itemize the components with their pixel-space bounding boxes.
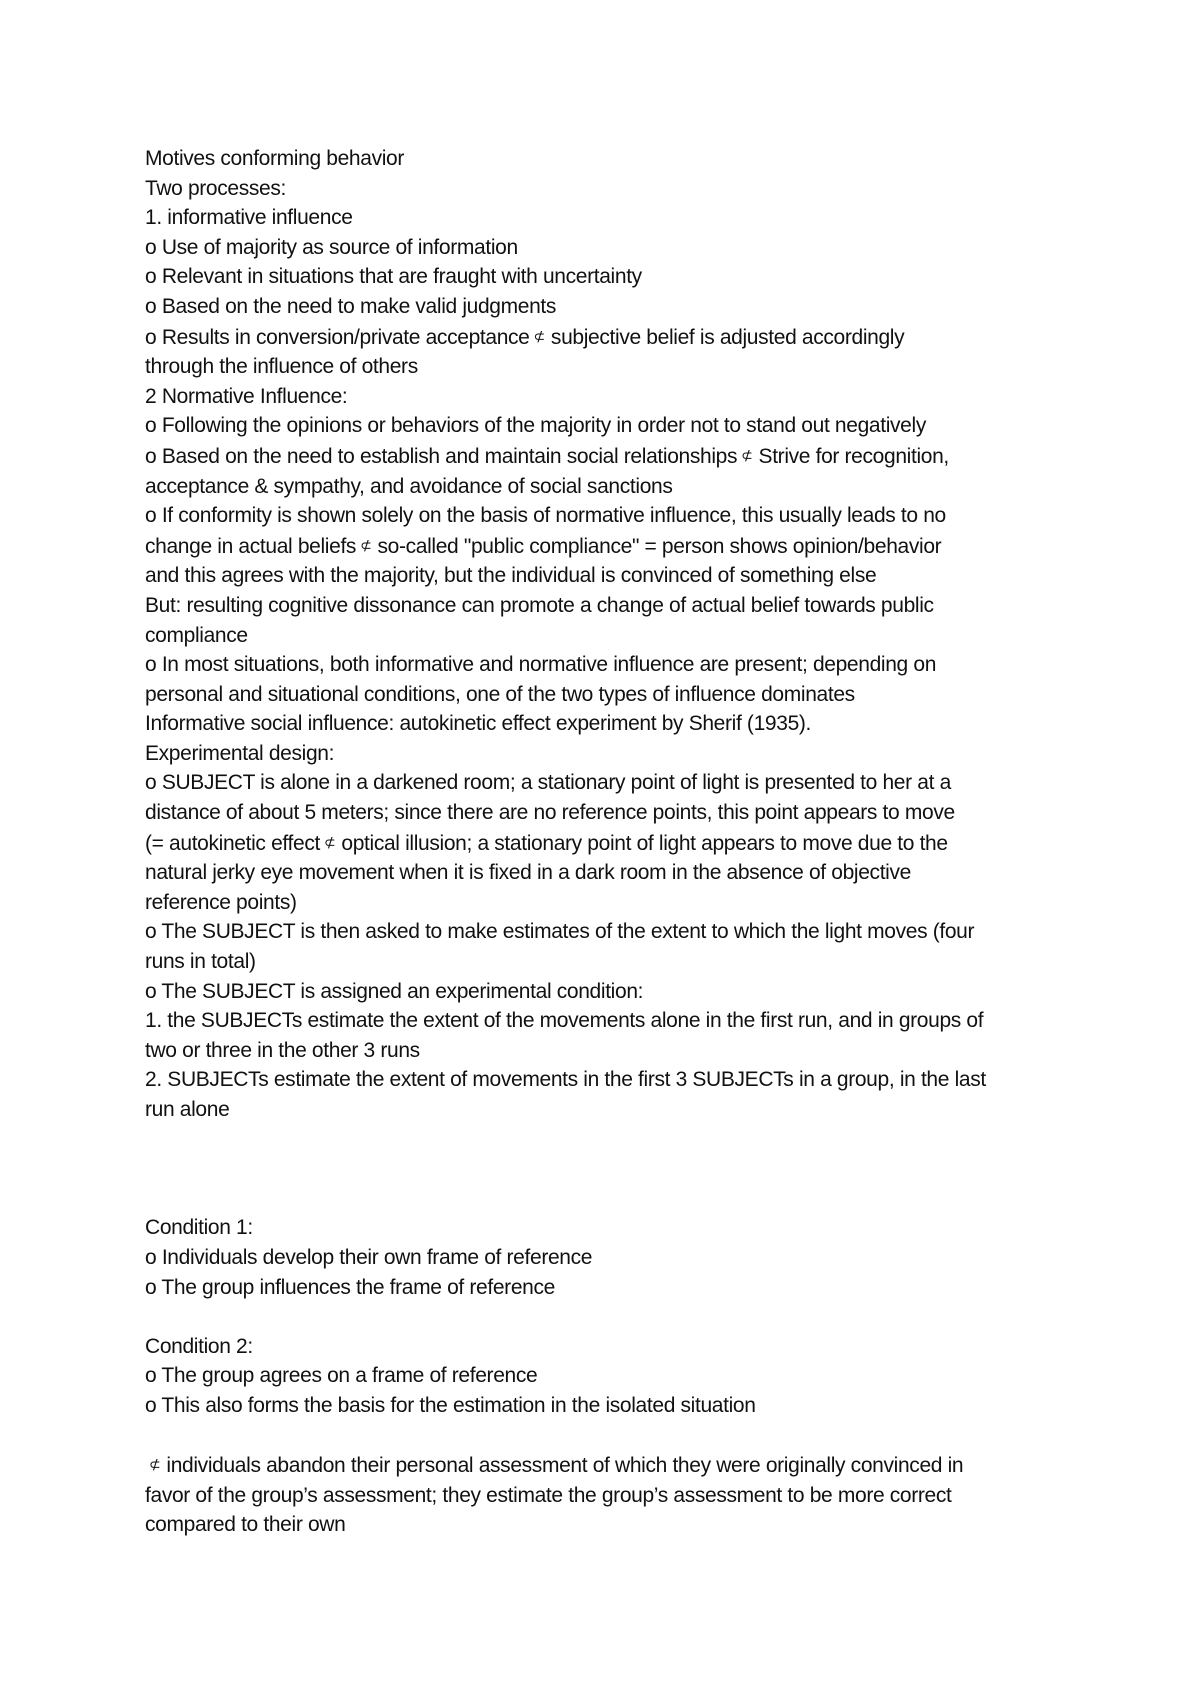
arrow-icon: ⊄ — [323, 833, 336, 850]
text-line: o Following the opinions or behaviors of the majority in order not to stand out negatively — [145, 414, 926, 438]
arrow-icon: ⊄ — [149, 1456, 161, 1473]
text-segment: individuals abandon their personal assessment of which they were originally convinced in — [166, 1454, 964, 1478]
text-segment: optical illusion; a stationary point of light appears to move due to the — [341, 831, 948, 855]
text-line: personal and situational conditions, one of the two types of influence dominates — [145, 682, 855, 706]
text-line: o Relevant in situations that are fraught with uncertainty — [145, 265, 642, 289]
text-line: reference points) — [145, 890, 297, 914]
text-segment: o Based on the need to establish and maintain social relationships — [145, 444, 738, 468]
text-line: o Based on the need to make valid judgments — [145, 294, 557, 318]
condition-heading: Condition 2: — [145, 1334, 253, 1358]
text-line: o The group influences the frame of reference — [145, 1275, 555, 1299]
text-line: acceptance & sympathy, and avoidance of social sanctions — [145, 474, 673, 498]
text-line: o The SUBJECT is assigned an experimental condition: — [145, 979, 644, 1003]
doc-title: Motives conforming behavior — [145, 147, 405, 170]
spacer — [145, 1421, 1085, 1451]
text-line: natural jerky eye movement when it is fixed in a dark room in the absence of objective — [145, 861, 911, 885]
text-line — [145, 441, 1085, 472]
text-segment: Strive for recognition, — [758, 444, 949, 468]
text-line: Experimental design: — [145, 741, 335, 765]
text-segment: subjective belief is adjusted accordingly — [550, 325, 905, 349]
text-line: o This also forms the basis for the estimation in the isolated situation — [145, 1393, 756, 1417]
arrow-icon: ⊄ — [533, 327, 545, 344]
text-line: 1. the SUBJECTs estimate the extent of the movements alone in the first run, and in groups of — [145, 1009, 984, 1033]
spacer — [145, 1125, 1085, 1214]
text-segment: change in actual beliefs — [145, 534, 357, 558]
text-segment: o Results in conversion/private acceptance — [145, 325, 530, 349]
text-line — [145, 828, 1085, 859]
condition-heading: Condition 1: — [145, 1216, 253, 1240]
text-segment: so-called "public compliance" = person shows opinion/behavior — [377, 534, 942, 558]
text-line: 2. SUBJECTs estimate the extent of movements in the first 3 SUBJECTs in a group, in the last — [145, 1068, 986, 1092]
text-line: through the influence of others — [145, 355, 418, 379]
arrow-icon: ⊄ — [360, 536, 372, 553]
text-line: compared to their own — [145, 1513, 346, 1537]
text-line: distance of about 5 meters; since there are no reference points, this point appears to move — [145, 801, 955, 825]
text-line — [145, 1450, 1085, 1481]
text-segment: (= autokinetic effect — [145, 831, 320, 855]
text-line: run alone — [145, 1098, 230, 1121]
text-line: o In most situations, both informative and normative influence are present; depending on — [145, 653, 937, 677]
text-line: 2 Normative Influence: — [145, 384, 348, 408]
text-line — [145, 531, 1085, 562]
text-line: Informative social influence: autokinetic effect experiment by Sherif (1935). — [145, 712, 812, 736]
text-line: two or three in the other 3 runs — [145, 1038, 420, 1062]
arrow-icon: ⊄ — [741, 446, 753, 463]
text-line: o If conformity is shown solely on the basis of normative influence, this usually leads to no — [145, 504, 946, 528]
text-line: 1. informative influence — [145, 206, 353, 230]
text-line: o The group agrees on a frame of reference — [145, 1364, 538, 1388]
text-line: and this agrees with the majority, but the individual is convinced of something else — [145, 564, 877, 588]
spacer — [145, 1302, 1085, 1332]
text-line: o The SUBJECT is then asked to make estimates of the extent to which the light moves (four — [145, 920, 975, 944]
text-line: runs in total) — [145, 950, 256, 974]
text-line: favor of the group’s assessment; they estimate the group’s assessment to be more correct — [145, 1483, 952, 1507]
text-line: o Use of majority as source of information — [145, 235, 518, 259]
text-line: o SUBJECT is alone in a darkened room; a stationary point of light is presented to her at a — [145, 771, 951, 795]
text-line: o Individuals develop their own frame of reference — [145, 1245, 593, 1269]
document-page — [145, 144, 1085, 1540]
text-line — [145, 322, 1085, 353]
text-line: But: resulting cognitive dissonance can promote a change of actual belief towards public — [145, 593, 934, 617]
text-line: Two processes: — [145, 176, 286, 200]
text-line: compliance — [145, 623, 248, 647]
